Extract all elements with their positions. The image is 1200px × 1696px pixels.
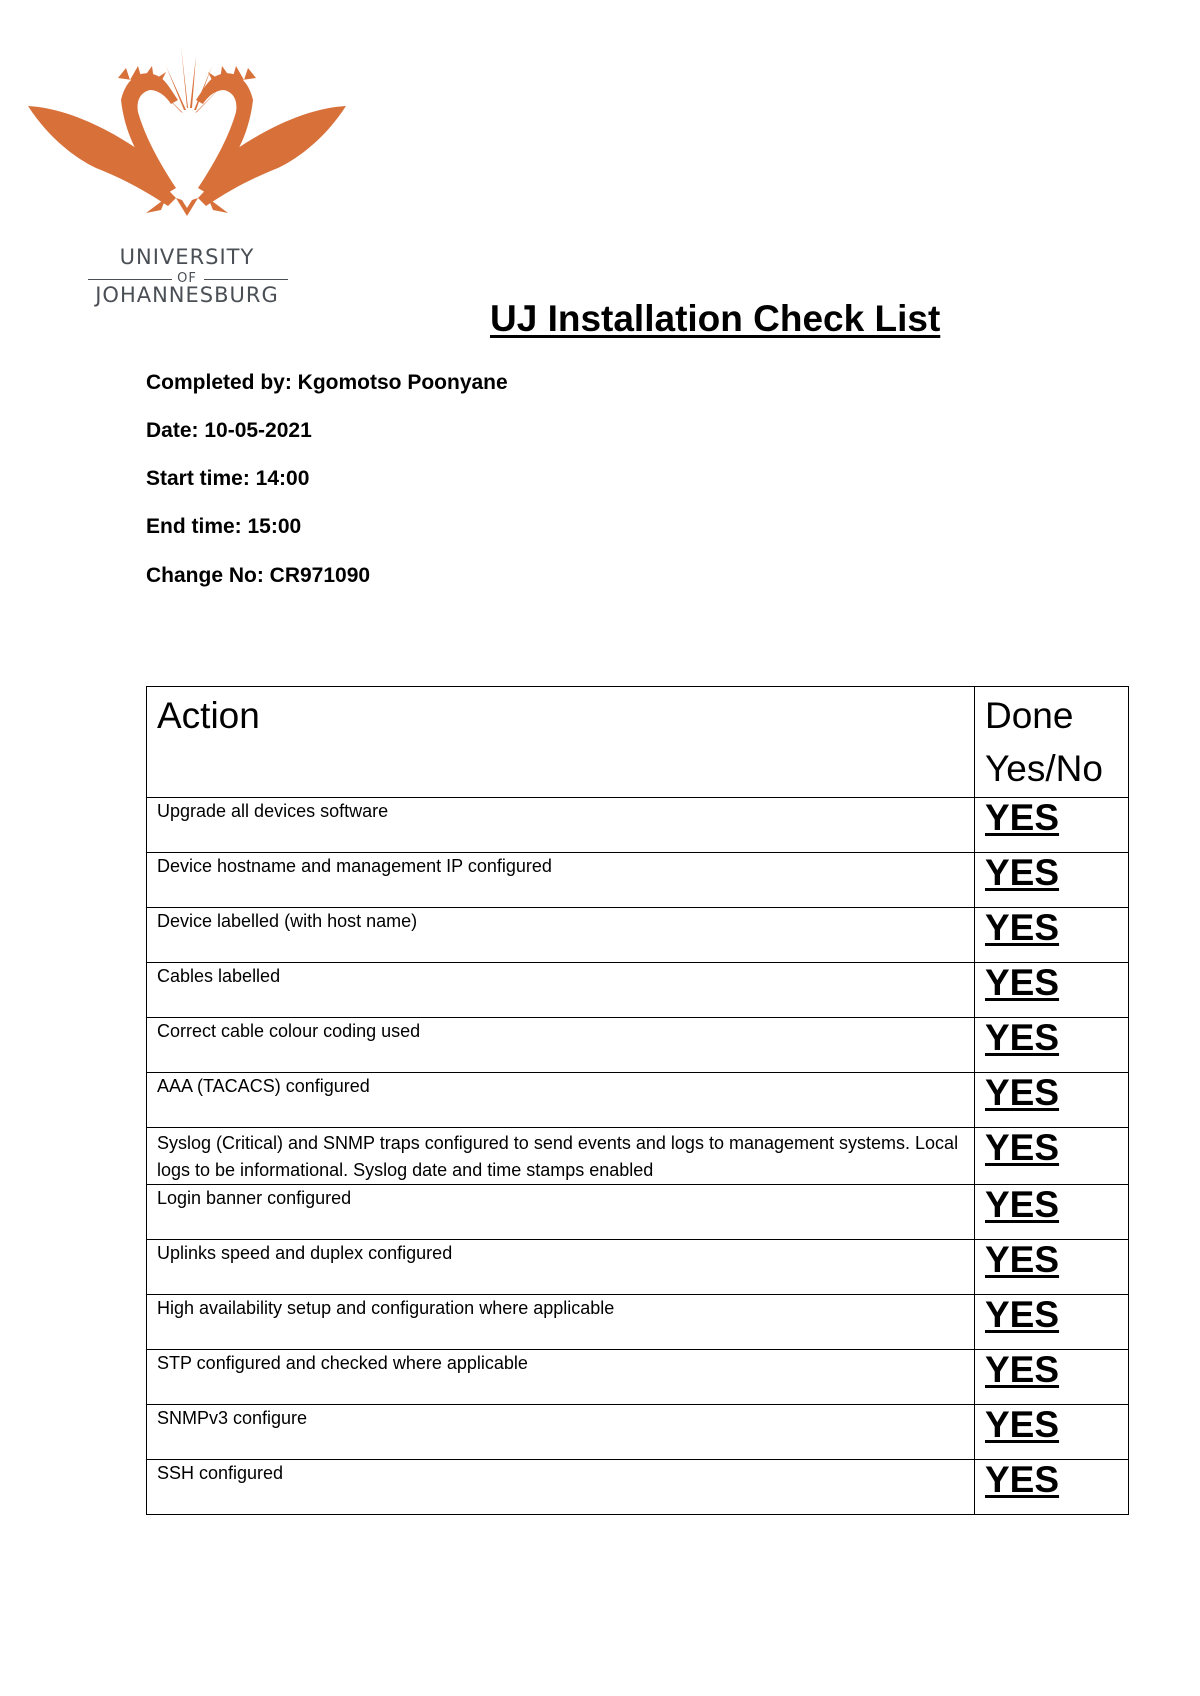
table-row <box>147 1350 1129 1405</box>
completed-by: Completed by: Kgomotso Poonyane <box>146 371 508 394</box>
table-header-row <box>147 687 1129 798</box>
start-time: Start time: 14:00 <box>146 467 310 490</box>
action-cell: Device labelled (with host name) <box>147 908 975 963</box>
table-row <box>147 798 1129 853</box>
header-done-line2: Yes/No <box>985 748 1103 789</box>
done-cell: YES <box>975 908 1129 963</box>
done-cell: YES <box>975 1460 1129 1515</box>
header-done-line1: Done <box>985 695 1074 736</box>
action-cell: SNMPv3 configure <box>147 1405 975 1460</box>
action-cell: SSH configured <box>147 1460 975 1515</box>
done-cell: YES <box>975 853 1129 908</box>
action-cell: Cables labelled <box>147 963 975 1018</box>
action-cell: Uplinks speed and duplex configured <box>147 1240 975 1295</box>
table-row <box>147 853 1129 908</box>
table-row <box>147 963 1129 1018</box>
date: Date: 10-05-2021 <box>146 419 312 442</box>
action-cell: Login banner configured <box>147 1185 975 1240</box>
table-row <box>147 908 1129 963</box>
table-row <box>147 1405 1129 1460</box>
action-cell: STP configured and checked where applicable <box>147 1350 975 1405</box>
logo-university-text: UNIVERSITY <box>119 245 255 269</box>
done-cell: YES <box>975 1295 1129 1350</box>
table-row <box>147 1073 1129 1128</box>
action-cell: Syslog (Critical) and SNMP traps configured to send events and logs to management systems. Local logs to be informational. Syslog date and time stamps enabled <box>147 1128 975 1185</box>
end-time: End time: 15:00 <box>146 515 302 538</box>
done-cell: YES <box>975 963 1129 1018</box>
document-title: UJ Installation Check List <box>490 298 941 339</box>
done-cell: YES <box>975 1240 1129 1295</box>
done-cell: YES <box>975 798 1129 853</box>
done-cell: YES <box>975 1128 1129 1185</box>
table-row <box>147 1460 1129 1515</box>
done-cell: YES <box>975 1073 1129 1128</box>
action-cell: AAA (TACACS) configured <box>147 1073 975 1128</box>
header-done <box>975 687 1129 798</box>
change-number: Change No: CR971090 <box>146 564 371 587</box>
done-cell: YES <box>975 1405 1129 1460</box>
table-row <box>147 1295 1129 1350</box>
uj-emblem-icon <box>26 38 348 238</box>
table-row <box>147 1018 1129 1073</box>
logo-divider-right <box>204 279 288 280</box>
action-cell: Upgrade all devices software <box>147 798 975 853</box>
done-cell: YES <box>975 1185 1129 1240</box>
table-row <box>147 1185 1129 1240</box>
checklist-table <box>146 686 1129 1515</box>
action-cell: High availability setup and configuration where applicable <box>147 1295 975 1350</box>
done-cell: YES <box>975 1350 1129 1405</box>
done-cell: YES <box>975 1018 1129 1073</box>
logo-of-text: OF <box>177 271 197 286</box>
action-cell: Device hostname and management IP configured <box>147 853 975 908</box>
action-cell: Correct cable colour coding used <box>147 1018 975 1073</box>
university-logo <box>26 38 348 308</box>
logo-johannesburg-text: JOHANNESBURG <box>95 283 279 307</box>
header-action: Action <box>147 687 975 798</box>
table-row <box>147 1128 1129 1185</box>
table-row <box>147 1240 1129 1295</box>
